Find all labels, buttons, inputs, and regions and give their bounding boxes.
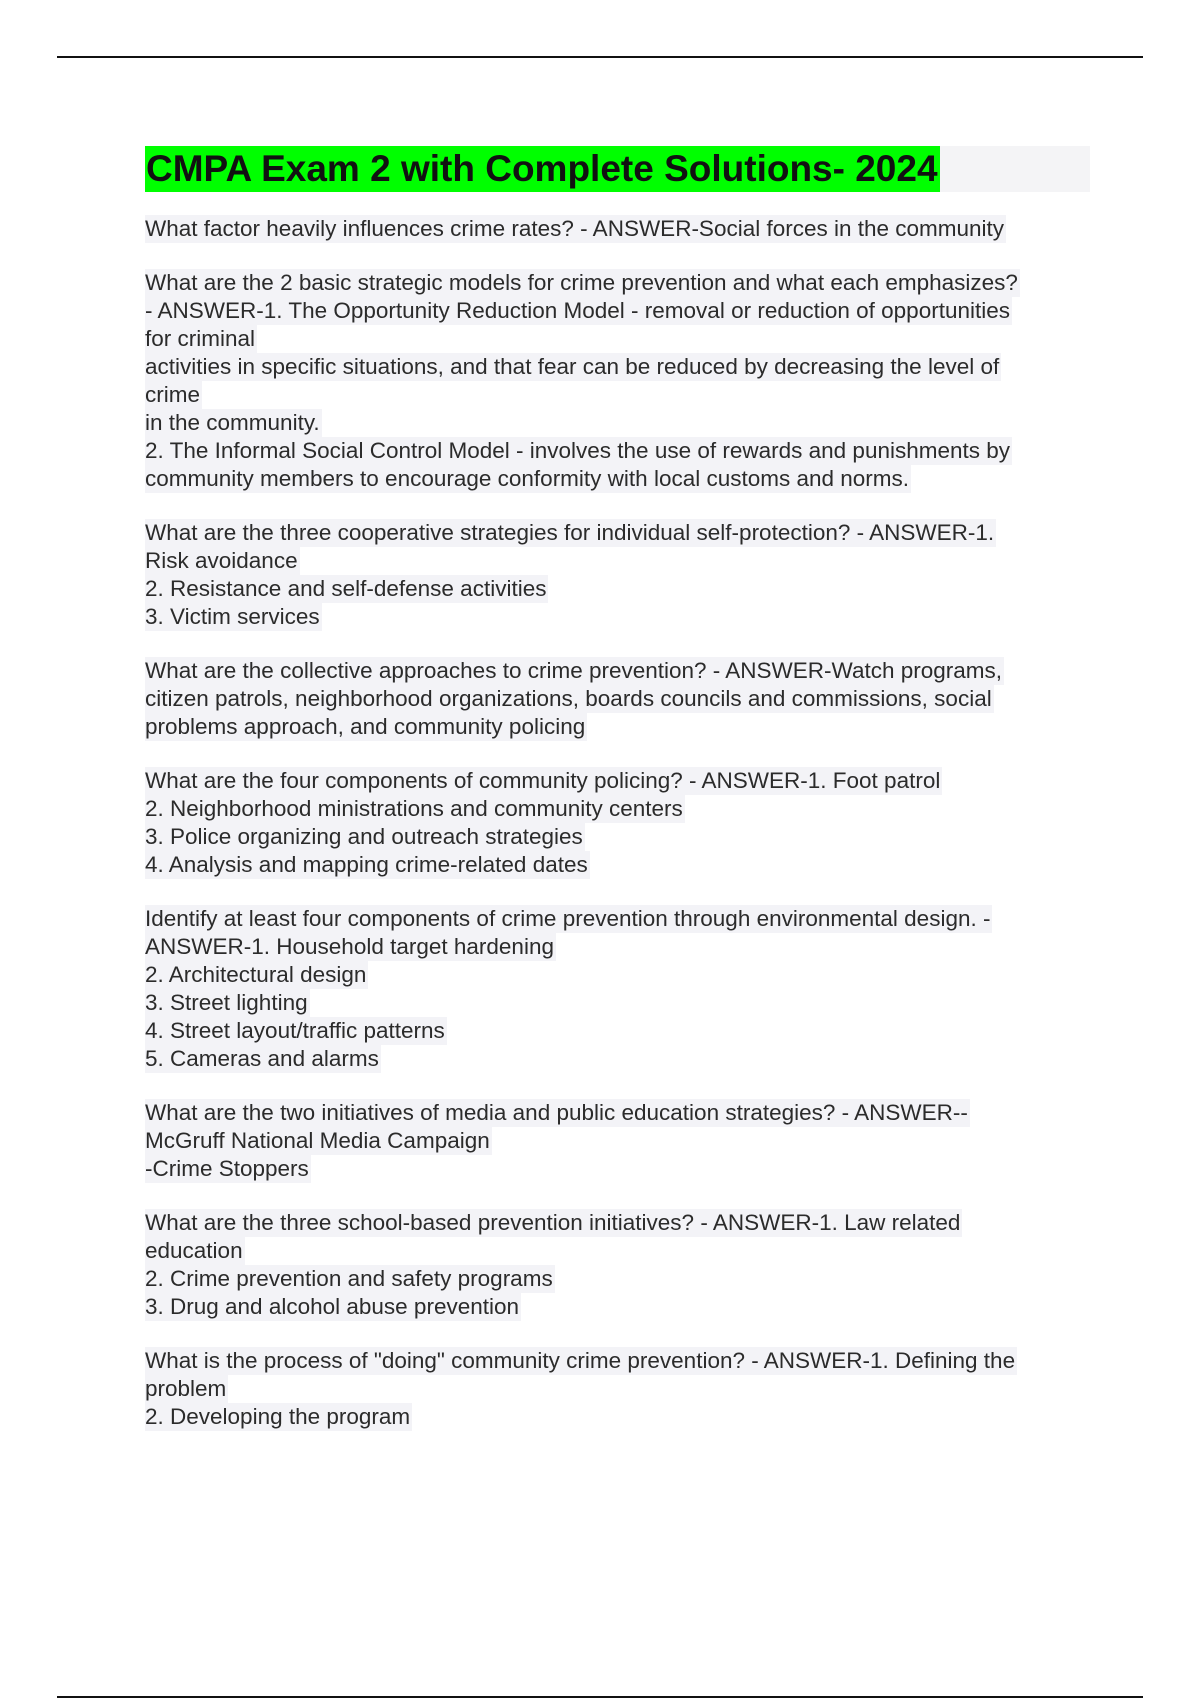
qa-line: 3. Street lighting bbox=[145, 990, 308, 1015]
bottom-rule bbox=[57, 1696, 1143, 1698]
qa-line: What are the 2 basic strategic models for crime prevention and what each emphasizes? bbox=[145, 270, 1018, 295]
qa-line: - ANSWER-1. The Opportunity Reduction Model - removal or reduction of opportunities bbox=[145, 298, 1010, 323]
qa-item bbox=[145, 657, 1090, 741]
qa-line: citizen patrols, neighborhood organizations, boards councils and commissions, social bbox=[145, 686, 992, 711]
qa-line: Risk avoidance bbox=[145, 548, 298, 573]
qa-line: What factor heavily influences crime rates? - ANSWER-Social forces in the community bbox=[145, 216, 1005, 241]
qa-line: 3. Victim services bbox=[145, 604, 320, 629]
qa-item bbox=[145, 1099, 1090, 1183]
qa-line: 2. The Informal Social Control Model - involves the use of rewards and punishments by bbox=[145, 438, 1011, 463]
qa-line: Identify at least four components of crime prevention through environmental design. - bbox=[145, 906, 991, 931]
qa-line: What are the four components of community policing? - ANSWER-1. Foot patrol bbox=[145, 768, 941, 793]
qa-line: community members to encourage conformity with local customs and norms. bbox=[145, 466, 910, 491]
document-body bbox=[145, 146, 1090, 1457]
qa-line: education bbox=[145, 1238, 243, 1263]
qa-line: -Crime Stoppers bbox=[145, 1156, 309, 1181]
qa-item bbox=[145, 767, 1090, 879]
qa-item bbox=[145, 1209, 1090, 1321]
qa-line: 2. Developing the program bbox=[145, 1404, 411, 1429]
qa-line: What are the collective approaches to crime prevention? - ANSWER-Watch programs, bbox=[145, 658, 1003, 683]
qa-line: for criminal bbox=[145, 326, 256, 351]
title-bar bbox=[145, 146, 1090, 192]
qa-line: 2. Crime prevention and safety programs bbox=[145, 1266, 553, 1291]
qa-item bbox=[145, 905, 1090, 1073]
qa-item bbox=[145, 519, 1090, 631]
qa-line: 2. Resistance and self-defense activities bbox=[145, 576, 547, 601]
qa-line: 2. Architectural design bbox=[145, 962, 367, 987]
qa-item bbox=[145, 269, 1090, 493]
qa-line: 3. Police organizing and outreach strategies bbox=[145, 824, 583, 849]
document-title: CMPA Exam 2 with Complete Solutions- 2024 bbox=[145, 146, 940, 192]
qa-line: 5. Cameras and alarms bbox=[145, 1046, 379, 1071]
qa-line: What is the process of "doing" community crime prevention? - ANSWER-1. Defining the bbox=[145, 1348, 1016, 1373]
top-rule bbox=[57, 56, 1143, 58]
qa-line: What are the three cooperative strategies for individual self-protection? - ANSWER-1. bbox=[145, 520, 995, 545]
qa-line: What are the two initiatives of media and public education strategies? - ANSWER-- bbox=[145, 1100, 968, 1125]
qa-line: activities in specific situations, and that fear can be reduced by decreasing the level of bbox=[145, 354, 1000, 379]
qa-item bbox=[145, 1347, 1090, 1431]
qa-line: 2. Neighborhood ministrations and community centers bbox=[145, 796, 683, 821]
qa-line: crime bbox=[145, 382, 200, 407]
qa-item bbox=[145, 215, 1090, 243]
qa-line: 4. Street layout/traffic patterns bbox=[145, 1018, 445, 1043]
qa-line: problem bbox=[145, 1376, 227, 1401]
qa-line: problems approach, and community policing bbox=[145, 714, 586, 739]
qa-line: 3. Drug and alcohol abuse prevention bbox=[145, 1294, 520, 1319]
qa-line: in the community. bbox=[145, 410, 320, 435]
qa-line: 4. Analysis and mapping crime-related dates bbox=[145, 852, 588, 877]
qa-line: ANSWER-1. Household target hardening bbox=[145, 934, 554, 959]
qa-line: McGruff National Media Campaign bbox=[145, 1128, 490, 1153]
qa-line: What are the three school-based prevention initiatives? - ANSWER-1. Law related bbox=[145, 1210, 961, 1235]
